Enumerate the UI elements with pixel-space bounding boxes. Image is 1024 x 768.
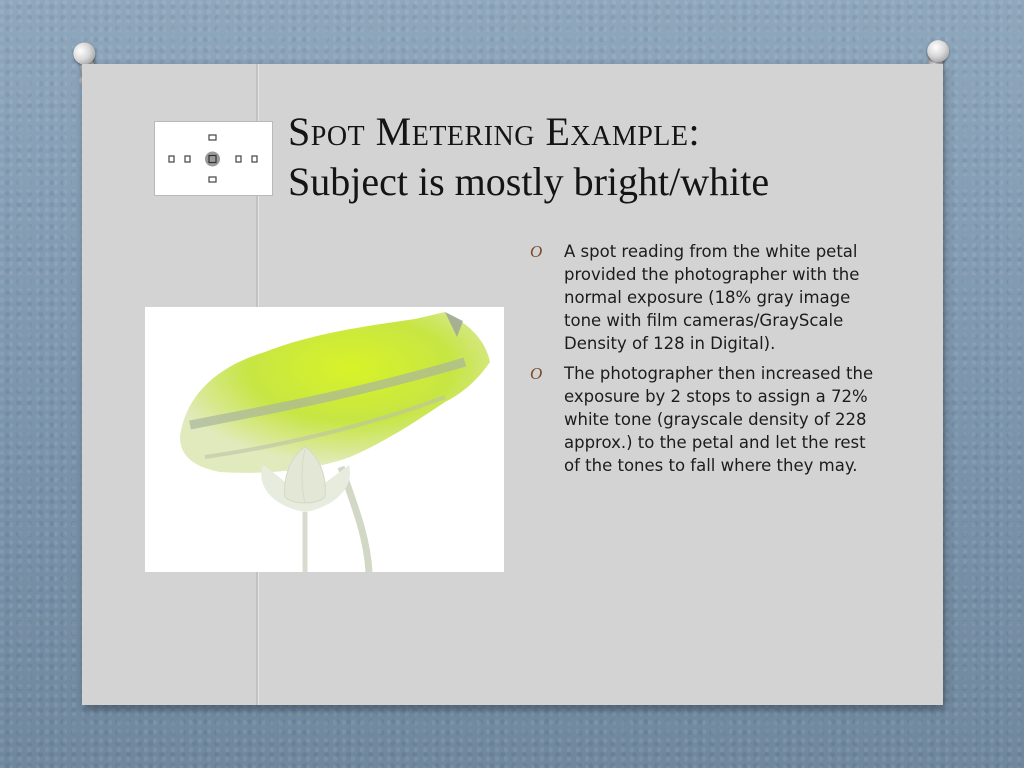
spot-metering-af-points-icon (154, 121, 273, 196)
slide-title (288, 107, 928, 207)
slide (82, 64, 943, 705)
slide-title-line2: Subject is mostly bright/white (288, 159, 770, 204)
bullet-text: A spot reading from the white petal provided the photographer with the normal exposure (18% gray image tone with film cameras/GrayScale Density of 128 in Digital). (564, 242, 860, 353)
lotus-leaf-photo (145, 307, 504, 572)
list-item (528, 240, 878, 355)
bullet-text: The photographer then increased the exposure by 2 stops to assign a 72% white tone (grayscale density of 228 approx.) to the petal and let the rest of the tones to fall where they may. (564, 364, 874, 475)
bullet-list (528, 240, 878, 484)
bullet-marker: O (530, 242, 543, 261)
bullet-marker: O (530, 364, 543, 383)
slide-title-line1: Spot Metering Example: (288, 109, 701, 154)
list-item (528, 362, 878, 477)
